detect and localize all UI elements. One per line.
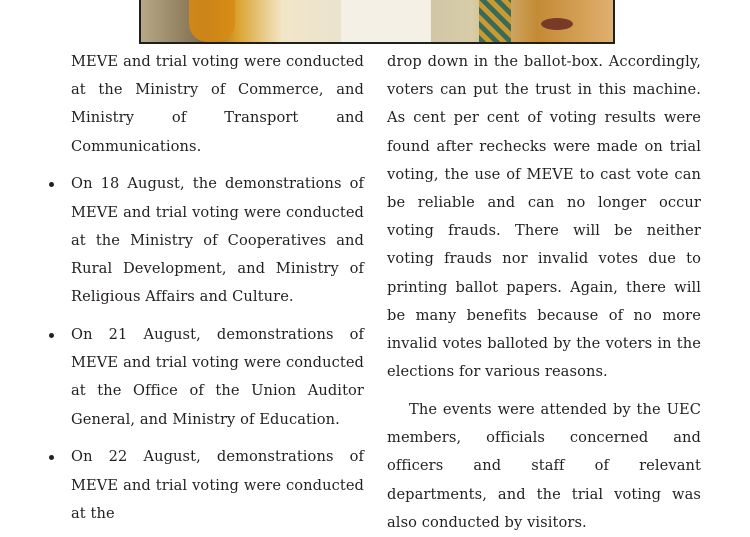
right-paragraph-2: The events were attended by the UEC members, officials concerned and officers and staff of relevant departments, and the trial voting was also conducted by visitors. — [387, 401, 701, 531]
left-column — [71, 48, 364, 528]
photo-figure-white — [341, 0, 431, 42]
photo-figure-orange — [189, 0, 235, 42]
right-paragraph-1: drop down in the ballot-box. Accordingly, voters can put the trust in this machine. As cent per cent of voting results were found after rechecks were made on trial voting, the use of MEVE to cast vote can be reliable and can no longer occur voting frauds. There will be neither voting frauds nor invalid votes due to printing ballot papers. Again, there will be many benefits because of no more invalid votes balloted by the voters in the elections for various reasons. — [387, 53, 701, 381]
continuation-paragraph: MEVE and trial voting were conducted at the Ministry of Commerce, and Ministry of Transport and Communications. — [71, 53, 364, 155]
photo-shoe — [541, 18, 573, 30]
right-column — [387, 48, 701, 537]
event-photo — [139, 0, 615, 44]
bullet-item-18-august: On 18 August, the demonstrations of MEVE and trial voting were conducted at the Ministry of Cooperatives and Rural Development, and Ministry of Religious Affairs and Culture. — [71, 170, 364, 311]
bullet-item-22-august: On 22 August, demonstrations of MEVE and trial voting were conducted at the — [71, 443, 364, 528]
bullet-item-21-august: On 21 August, demonstrations of MEVE and trial voting were conducted at the Office of the Union Auditor General, and Ministry of Education. — [71, 321, 364, 434]
photo-figure-patterned — [479, 0, 511, 42]
